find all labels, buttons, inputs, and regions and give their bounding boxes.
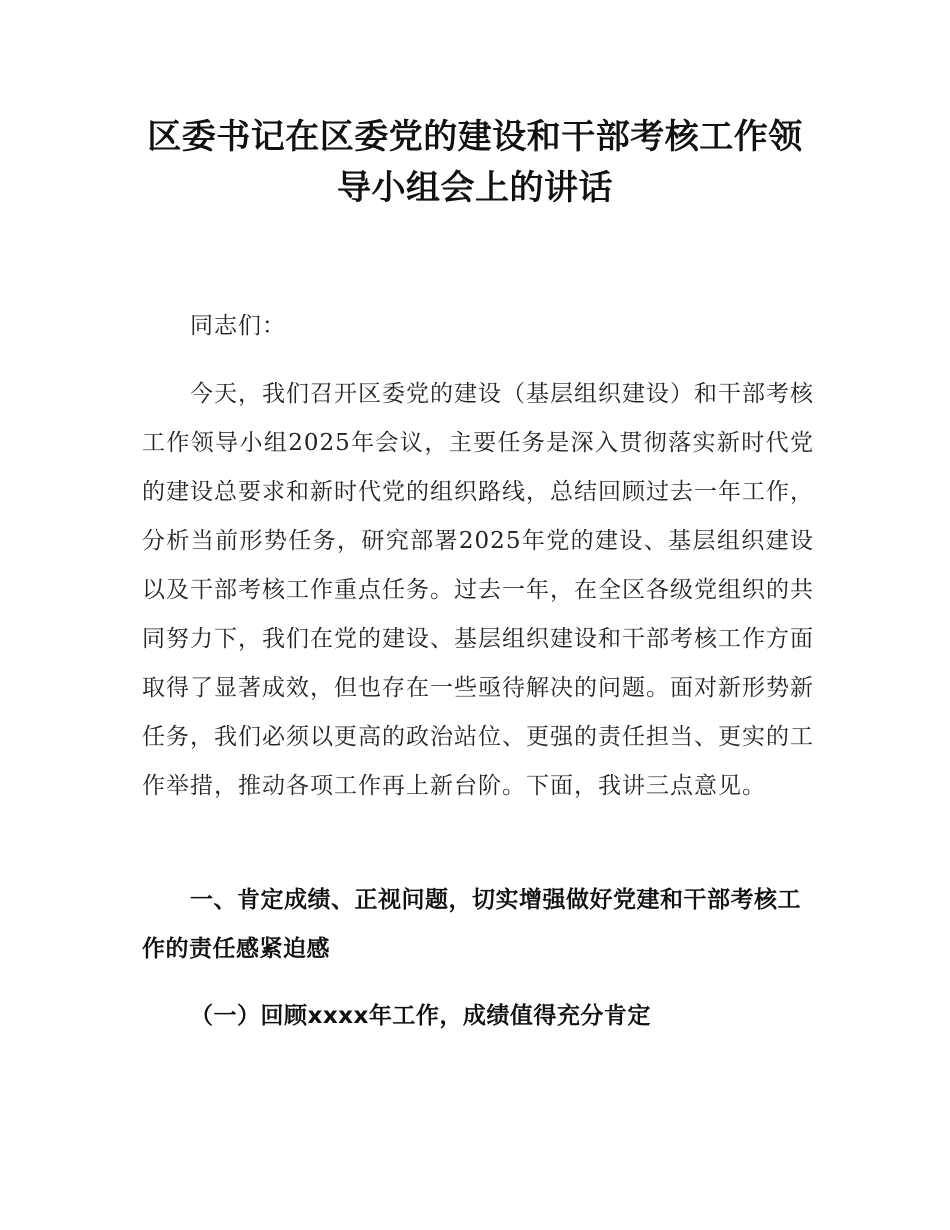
subsection-heading-1: （一）回顾xxxx年工作，成绩值得充分肯定 bbox=[190, 1003, 651, 1029]
opening-paragraph: 今天，我们召开区委党的建设（基层组织建设）和干部考核工作领导小组2025年会议，主要任务是深入贯彻落实新时代党的建设总要求和新时代党的组织路线，总结回顾过去一年工作，分析当前形势任务，研究部署2025年党的建设、基层组织建设以及干部考核工作重点任务。过去一年，在全区各级党组织的共同努力下，我们在党的建设、基层组织建设和干部考核工作方面取得了显著成效，但也存在一些亟待解决的问题。面对新形势新任务，我们必须以更高的政治站位、更强的责任担当、更实的工作举措，推动各项工作再上新台阶。下面，我讲三点意见。 bbox=[142, 381, 814, 799]
section-heading-1: 一、肯定成绩、正视问题，切实增强做好党建和干部考核工作的责任感紧迫感 bbox=[142, 887, 801, 962]
title-line-2: 导小组会上的讲话 bbox=[337, 168, 613, 208]
title-line-1: 区委书记在区委党的建设和干部考核工作领 bbox=[147, 117, 803, 157]
salutation: 同志们： bbox=[190, 313, 286, 339]
document-title bbox=[120, 112, 830, 214]
